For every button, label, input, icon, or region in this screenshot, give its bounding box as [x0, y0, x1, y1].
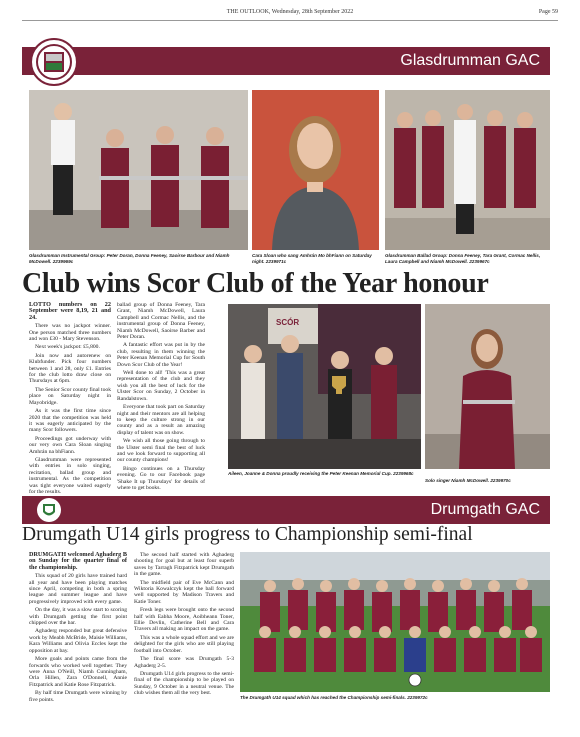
article-paragraph: More goals and points came from the forwards who worked well together. They were Anna O'Neill, Niamh Cunningham, Orla Hillen, Zara O'Donnell, Annie Fitzpatrick and Katie Rose Fitzpatrick.: [29, 656, 127, 688]
solo-singer-photo: [425, 304, 550, 469]
article-paragraph: ballad group of Donna Feeney, Tara Grant, Niamh McDowell, Laura Campbell and Cormac Nellis, and the instrumental group of Donna Feeney, Niamh McDowell, Saoirse Barber and Peter Doran.: [117, 302, 205, 341]
drumgath-column-2: [134, 552, 234, 699]
ballad-group-caption: Glasdrumman Ballad Group: Donna Feeney, Tara Grant, Cormac Nellis, Laura Campbell and Niamh McDowell. 2239967c: [385, 253, 541, 264]
article-paragraph: Glasdrumman were represented with entries in solo singing, recitation, ballad group and instrumental. As the competition was tight everyone waited eagerly for the results.: [29, 456, 111, 495]
drumgath-banner-title: Drumgath GAC: [430, 501, 540, 518]
article-paragraph: Next week's jackpot: £5,800.: [35, 344, 100, 351]
article-paragraph: Bingo continues on a Thursday evening. Go to our Facebook page 'Shake It up Thursdays' for details of where to get books.: [117, 465, 205, 491]
article-paragraph: We wish all those going through to the Ulster semi final the best of luck and we look forward to supporting all our county champions!: [117, 438, 205, 464]
cara-sloan-photo: [252, 90, 379, 250]
article-paragraph: Proceedings got underway with our very own Cara Sloan singing Amhrán na bhFiann.: [29, 435, 111, 455]
article-paragraph: As it was the first time since 2020 that the competition was held it was eagerly anticipated by the many Scor followers.: [29, 408, 111, 434]
article-paragraph: Drumgath U14 girls progress to the semi-final of the championship to be played on Sunday, 9 October in a neutral venue. The club wishes them all the very best.: [134, 670, 234, 697]
article-paragraph: The final score was Drumgath 5-3 Aghaderg 2-5.: [134, 656, 234, 669]
trophy-presentation-photo: [228, 304, 421, 469]
ballad-group-photo: [385, 90, 550, 250]
solo-singer-caption: Solo singer Niamh McDowell. 2239970c: [425, 478, 511, 483]
trophy-presentation-caption: Aileen, Joanne & Donna proudly receiving the Peter Keenan Memorial Cup. 2239968c: [228, 471, 414, 476]
page-header: [22, 6, 558, 21]
drumgath-squad-caption: The Drumgath U14 squad which has reached the Championship semi-finals. 2239972c: [240, 695, 428, 700]
article-paragraph: By half time Drumgath were winning by five points.: [29, 690, 127, 703]
newspaper-dateline: THE OUTLOOK, Wednesday, 28th September 2022: [226, 9, 354, 15]
lotto-lead: LOTTO numbers on 22 September were 8,19, 21 and 24.: [29, 301, 111, 321]
cara-sloan-caption: Cara Sloan who sang Amhrán Mo bhFiann on Saturday night. 2239971c: [252, 253, 372, 264]
article-paragraph: Everyone that took part on Saturday night and their mentors are all helping to keep the culture strong in our county and as a result an amazing display of talent was on show.: [117, 404, 205, 436]
article-paragraph: Well done to all! 'This was a great representation of the club and they wish you all the best of luck for the Ulster Scor on Sunday, 2 October in Randalstown.: [117, 370, 205, 402]
article-paragraph: This was a whole squad effort and we are delighted for the girls who are still playing football into October.: [134, 634, 234, 654]
glasdrumman-banner: [22, 47, 550, 75]
article-paragraph: On the day, it was a slow start to scoring with Drumgath getting the first point chipped over the bar.: [29, 607, 127, 627]
page-number: Page 59: [538, 9, 558, 15]
article-paragraph: Fresh legs were brought onto the second half with Eabha Moore, Aoibheann Toner, Ellie Devlin, Catherine Bell and Cara Travers all making an impact on the game.: [134, 607, 234, 633]
article-paragraph: Join now and autorenew on Klubfunder. Pick four numbers between 1 and 28, only £1. Entries for the club lotto draw close on Thursdays at 6pm.: [29, 352, 111, 385]
drumgath-banner: [22, 496, 550, 524]
drumgath-column-1: [29, 552, 127, 705]
glasdrumman-crest-icon: [30, 38, 78, 86]
article-paragraph: This squad of 20 girls have trained hard all year and have been playing matches since April, competing in both a spring league and summer league and have progressively improved with every game.: [29, 573, 127, 605]
drumgath-crest-icon: [34, 496, 64, 524]
scor-sign: SCÓR: [276, 318, 300, 327]
article-paragraph: A fantastic effort was put in by the club, resulting in them winning the Peter Keenan Memorial Cup for South Down Scor Club of the Year!: [117, 342, 205, 368]
article-paragraph: There was no jackpot winner. One person matched three numbers and won £30 - Mary Stevenson.: [29, 323, 111, 343]
drumgath-squad-photo: [240, 552, 550, 692]
article-paragraph: The midfield pair of Eve McCann and Wiktoria Kowalczyk kept the ball forward well supported by Madison Travers and Katie Toner.: [134, 579, 234, 605]
article-paragraph: The second half started with Aghaderg shooting for goal but at least four superb saves by Tarragh Fitzpatrick kept Drumgath in the game.: [134, 552, 234, 578]
glasdrumman-headline: Club wins Scor Club of the Year honour: [22, 268, 489, 299]
drumgath-lead: DRUMGATH welcomed Aghaderg B on Sunday for the quarter final of the championship.: [29, 551, 127, 571]
drumgath-headline: Drumgath U14 girls progress to Championship semi-final: [22, 524, 473, 545]
glasdrumman-banner-title: Glasdrumman GAC: [400, 52, 540, 69]
glasdrumman-column-1: [29, 302, 111, 519]
glasdrumman-column-2: [117, 302, 205, 493]
article-paragraph: Aghaderg responded but great defensive work by Meabh McBride, Maisie Williams, Kara Williams and Olivia Eccles kept the opposition at bay.: [29, 628, 127, 654]
instrumental-group-photo: [29, 90, 248, 250]
article-paragraph: The Senior Scor county final took place on Saturday night in Mayobridge.: [29, 386, 111, 406]
instrumental-group-caption: Glasdrumman Instrumental Group: Peter Doran, Donna Feeney, Saoirse Barbour and Niamh McDowell. 2239969c: [29, 253, 230, 264]
